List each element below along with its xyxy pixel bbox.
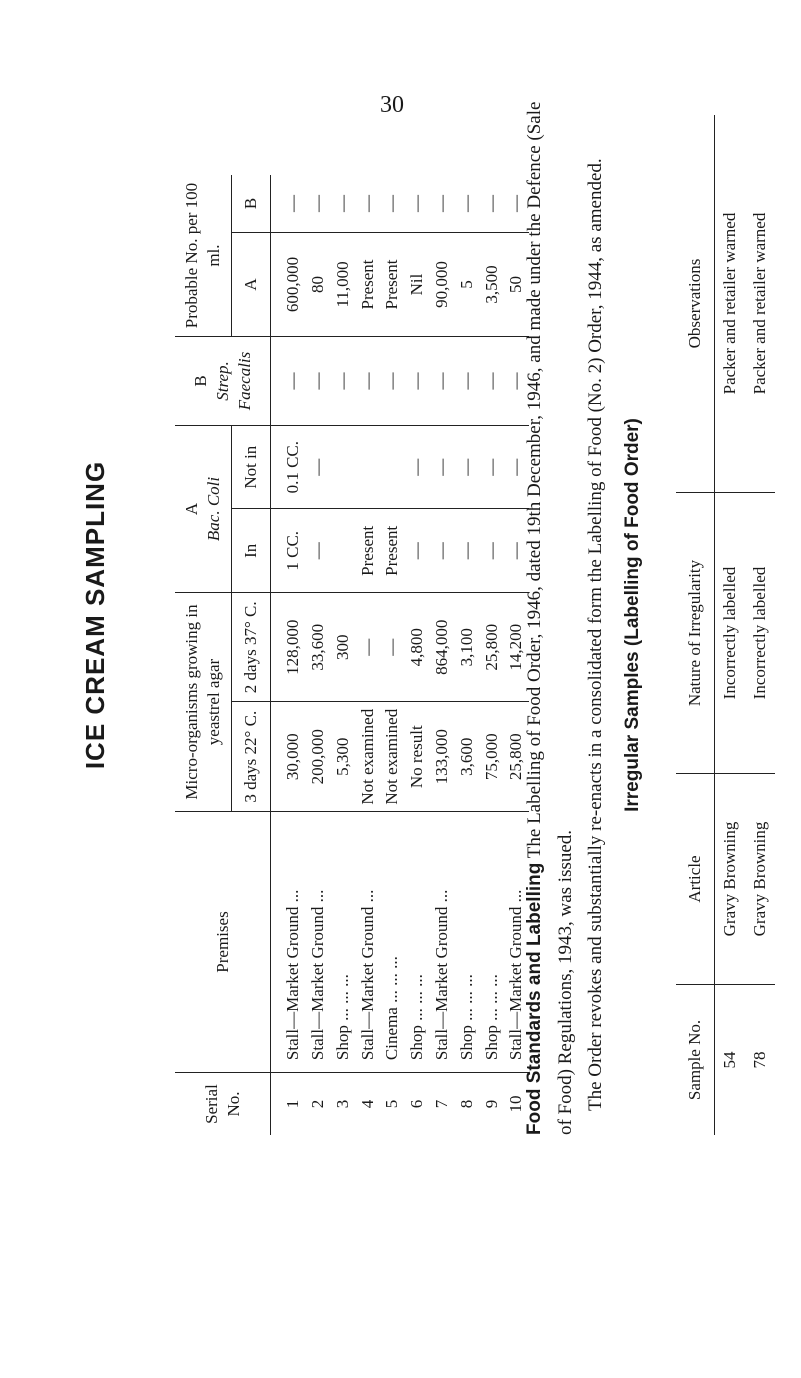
cell-prob-a: Present	[357, 259, 377, 310]
cell-prob-a: 50	[506, 275, 526, 293]
cell-37c: 3,100	[456, 628, 476, 667]
a-notin-sub: 0.1 CC.	[283, 440, 303, 494]
cell-22c: 200,000	[308, 729, 328, 785]
cell-serial: 8	[456, 1099, 476, 1109]
irregular-observations: Packer and retailer warned	[750, 212, 769, 395]
cell-premises: Stall—Market Ground ...	[283, 889, 303, 1061]
cell-premises: Stall—Market Ground ...	[357, 889, 377, 1061]
cell-premises: Shop ... ... ...	[481, 974, 501, 1061]
cell-prob-a: 80	[308, 275, 328, 293]
cell-a-notin: —	[456, 458, 476, 476]
col-prob-a	[271, 232, 529, 336]
header-a-letter: A	[182, 502, 201, 516]
cell-37c: 14,200	[506, 623, 526, 671]
cell-a-notin	[331, 426, 356, 509]
cell-serial: 10	[506, 1095, 526, 1113]
cell-a-in: —	[308, 542, 328, 560]
cell-prob-b: —	[382, 194, 402, 212]
cell-prob-a: 600,000	[283, 256, 303, 313]
rotated-page	[80, 95, 769, 1135]
irregular-heading: Irregular Samples (Labelling of Food Order)	[621, 418, 643, 812]
header-b-letter: B	[190, 375, 210, 387]
cell-strep: —	[382, 372, 402, 390]
page-number: 30	[380, 92, 404, 118]
header-serial: Serial No.	[175, 1073, 271, 1135]
header-micro-group: Micro-organisms growing in yeastrel agar	[175, 593, 232, 812]
col-strep	[271, 337, 529, 426]
cell-strep: —	[407, 372, 427, 390]
cell-serial: 7	[432, 1099, 452, 1109]
cell-strep: —	[481, 372, 501, 390]
header-a-name: Bac. Coli	[204, 476, 224, 542]
cell-a-notin: —	[506, 458, 526, 476]
cell-37c: 33,600	[308, 623, 328, 671]
labelling-para2: The Order revokes and substantially re-enacts in a consolidated form the Labelling of Food (No. 2) Order, 1944, as amended.	[585, 158, 606, 1111]
cell-22c: 133,000	[432, 729, 452, 785]
header-strep	[175, 337, 271, 426]
cell-prob-b: —	[432, 194, 452, 212]
cell-serial: 5	[382, 1099, 402, 1109]
header-prob-a: A	[232, 232, 271, 336]
irregular-nature: Incorrectly labelled	[715, 493, 746, 774]
col-a-in	[271, 509, 529, 593]
cell-a-in: Present	[357, 525, 377, 576]
irregular-header-sample: Sample No.	[676, 985, 715, 1136]
cell-prob-b: —	[357, 194, 377, 212]
irregular-sample: 54	[715, 985, 746, 1136]
cell-strep: —	[283, 372, 303, 390]
page-heading: ICE CREAM SAMPLING	[80, 460, 110, 770]
cell-37c: 4,800	[407, 628, 427, 667]
cell-37c: 25,800	[481, 623, 501, 671]
cell-22c: Not examined	[357, 708, 377, 805]
header-22c: 3 days 22° C.	[232, 702, 271, 811]
irregular-header-nature: Nature of Irregularity	[676, 493, 715, 774]
cell-premises: Stall—Market Ground ...	[506, 889, 526, 1061]
cell-strep: —	[357, 372, 377, 390]
cell-prob-b: —	[308, 194, 328, 212]
header-probable: Probable No. per 100 ml.	[175, 175, 232, 337]
cell-a-notin: —	[308, 458, 328, 476]
labelling-subheading: Food Standards and Labelling	[524, 862, 545, 1135]
cell-prob-a: Present	[382, 259, 402, 310]
cell-premises: Cinema ... ... ...	[382, 956, 402, 1061]
cell-a-notin: —	[407, 458, 427, 476]
cell-prob-b: —	[506, 194, 526, 212]
table-row	[715, 115, 746, 1135]
cell-a-in: Present	[382, 525, 402, 576]
irregular-header-article: Article	[676, 774, 715, 985]
cell-22c: 3,600	[456, 737, 476, 776]
cell-a-in: —	[456, 542, 476, 560]
cell-premises: Shop ... ... ...	[407, 974, 427, 1061]
cell-22c: 5,300	[332, 737, 352, 776]
cell-a-notin	[356, 426, 381, 509]
cell-strep: —	[308, 372, 328, 390]
cell-premises: Stall—Market Ground ...	[308, 889, 328, 1061]
cell-37c: 128,000	[283, 619, 303, 675]
cell-37c: 300	[332, 634, 352, 661]
cell-a-in: —	[432, 542, 452, 560]
cell-22c: No result	[407, 725, 427, 789]
cell-serial: 1	[283, 1099, 303, 1109]
col-a-notin	[271, 425, 529, 509]
cell-a-in: —	[481, 542, 501, 560]
cell-prob-a: Nil	[407, 273, 427, 296]
a-in-sub: 1 CC.	[283, 530, 303, 571]
cell-premises: Shop ... ... ...	[456, 974, 476, 1061]
header-37c: 2 days 37° C.	[232, 593, 271, 702]
header-prob-b: B	[241, 197, 261, 210]
cell-strep: —	[332, 372, 352, 390]
cell-serial: 9	[481, 1099, 501, 1109]
cell-22c: 30,000	[283, 733, 303, 781]
col-serial	[271, 1073, 529, 1135]
header-a-notin	[232, 425, 271, 509]
cell-premises: Shop ... ... ...	[332, 974, 352, 1061]
cell-prob-a: 11,000	[332, 261, 352, 308]
cell-37c: 864,000	[432, 619, 452, 675]
cell-37c: —	[357, 638, 377, 656]
cell-serial: 3	[332, 1099, 352, 1109]
cell-strep: —	[432, 372, 452, 390]
col-prob-b	[271, 175, 529, 232]
cell-22c: 75,000	[481, 733, 501, 781]
cell-22c: Not examined	[382, 708, 402, 805]
irregular-sample: 78	[745, 985, 775, 1136]
col-premises	[271, 811, 529, 1072]
labelling-section	[520, 95, 648, 1135]
cell-a-in	[331, 509, 356, 592]
labelling-para1	[520, 95, 581, 1135]
irregular-nature: Incorrectly labelled	[745, 493, 775, 774]
irregular-article: Gravy Browning	[715, 774, 746, 985]
header-a-in	[232, 509, 271, 593]
labelling-para1-text: The Labelling of Food Order, 1946, dated 19th December, 1946, and made under the Defence (Sale of Food) Regulations, 1943, was issued.	[524, 101, 576, 1135]
cell-prob-a: 90,000	[432, 261, 452, 308]
irregular-observations: Packer and retailer warned	[720, 212, 739, 395]
irregular-article: Gravy Browning	[745, 774, 775, 985]
col-37c	[271, 593, 529, 702]
cell-serial: 2	[308, 1099, 328, 1109]
ice-cream-table	[175, 175, 529, 1135]
header-bac-coli	[175, 425, 232, 592]
cell-a-notin: —	[432, 458, 452, 476]
cell-prob-b: —	[456, 194, 476, 212]
cell-prob-b: —	[332, 194, 352, 212]
cell-prob-a: 5	[456, 280, 476, 289]
cell-prob-b: —	[481, 194, 501, 212]
cell-prob-b: —	[283, 194, 303, 212]
cell-prob-a: 3,500	[481, 265, 501, 304]
cell-strep: —	[456, 372, 476, 390]
table-row	[745, 115, 775, 1135]
cell-a-notin: —	[481, 458, 501, 476]
header-b-name: Strep. Faecalis	[212, 351, 254, 411]
irregular-table	[676, 115, 775, 1135]
cell-serial: 6	[407, 1099, 427, 1109]
cell-prob-b: —	[407, 194, 427, 212]
header-a-in-label: In	[241, 543, 261, 558]
cell-serial: 4	[357, 1099, 377, 1109]
cell-22c: 25,800	[506, 733, 526, 781]
cell-37c: —	[382, 638, 402, 656]
cell-a-in: —	[506, 542, 526, 560]
cell-a-notin	[380, 426, 405, 509]
col-22c	[271, 702, 529, 811]
header-premises: Premises	[175, 811, 271, 1072]
header-a-notin-label: Not in	[241, 445, 261, 489]
cell-a-in: —	[407, 542, 427, 560]
cell-strep: —	[506, 372, 526, 390]
cell-premises: Stall—Market Ground ...	[432, 889, 452, 1061]
irregular-header-observations: Observations	[676, 115, 715, 493]
